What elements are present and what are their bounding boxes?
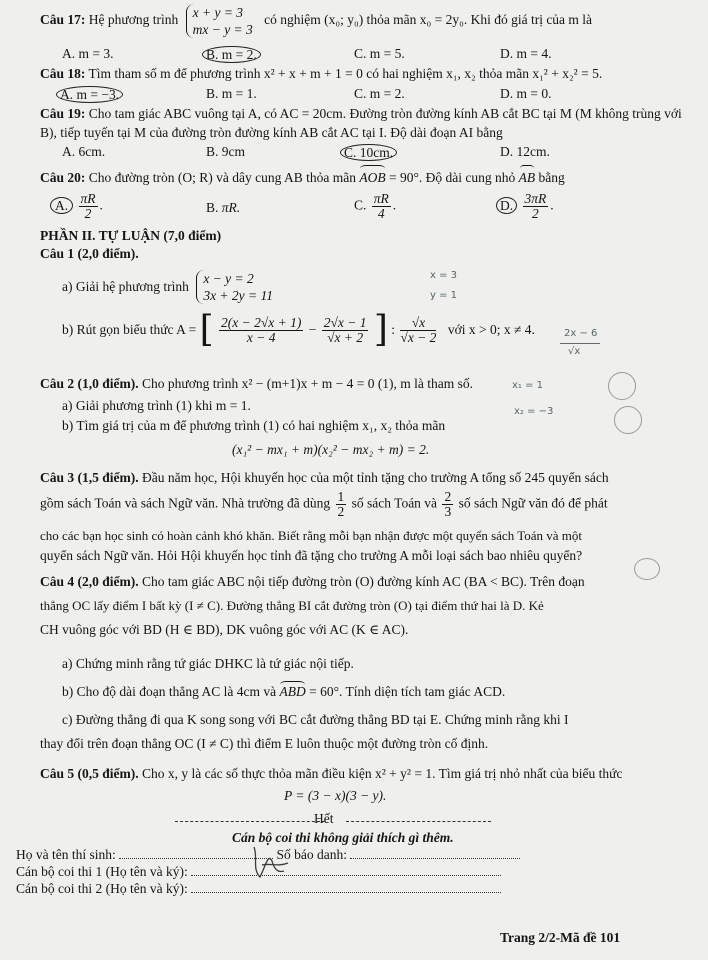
question-label: Câu 20: [40, 170, 86, 185]
question-20 [40, 168, 692, 187]
option-d: D. $\frac{3\pi R}{2}$ . [496, 192, 554, 221]
equation: x + y = 3 [192, 5, 244, 20]
handwritten-note: x = 3 [430, 270, 458, 281]
proctor-1-row: Cán bộ coi thi 1 (Họ tên và ký): [16, 864, 501, 880]
option-a: A. $\frac{\pi R}{2}$ . [50, 192, 103, 221]
question-text: = 90°. Độ dài cung nhỏ [388, 170, 516, 185]
footer-note: Cán bộ coi thi không giải thích gì thêm. [232, 830, 454, 845]
fraction: $\frac{3\pi R}{2}$ [524, 191, 547, 221]
essay-4c-line: thay đổi trên đoạn thẳng OC (I ≠ C) thì điểm E luôn thuộc một đường tròn cố định. [40, 736, 489, 751]
question-text: Cho tam giác ABC vuông tại A, có AC = 20cm. Đường tròn đường kính AB cắt BC tại M (M không trùng với B), tiếp tuyến tại M của đường tròn đường kính AB cắt AC tại I. Độ dài đoạn AI bằng [40, 106, 682, 140]
angle-symbol: ABD [279, 684, 306, 699]
handwritten-note: x₂ = −3 [514, 406, 554, 417]
option-b: B. πR. [206, 200, 241, 215]
divider [346, 821, 491, 822]
essay-3-line: quyển sách Ngữ văn. Hỏi Hội khuyến học tỉnh đã tặng cho trường A mỗi loại sách bao nhiêu quyển? [40, 548, 583, 563]
handwritten-note: 2x − 6 [564, 328, 598, 339]
essay-3-line: cho các bạn học sinh có hoàn cảnh khó khăn. Biết rằng mỗi bạn nhận được một quyển sách Toán và một [40, 528, 583, 543]
essay-question-2: Câu 2 (1,0 điểm). Cho phương trình x² − (m+1)x + m − 4 = 0 (1), m là tham số. [40, 376, 474, 391]
essay-2b: b) Tìm giá trị của m để phương trình (1) có hai nghiệm x₁, x₂ thỏa mãn [62, 418, 446, 433]
option-b: B. 9cm [206, 144, 245, 159]
essay-question-5: Câu 5 (0,5 điểm). Cho x, y là các số thực thỏa mãn điều kiện x² + y² = 1. Tìm giá trị nhỏ nhất của biểu thức [40, 766, 623, 781]
handwritten-stroke [560, 343, 600, 344]
option-c: C. $\frac{\pi R}{4}$ . [354, 191, 397, 221]
selected-answer-mark: A. m = −3. [56, 86, 123, 103]
question-text: có nghiệm (x₀; y₀) thỏa mãn x₀ = 2y₀. Khi đó giá trị của m là [264, 12, 593, 28]
fraction: $\frac{2(x - 2√x + 1)}{x - 4}$ [220, 314, 302, 345]
selected-answer-mark: A. [50, 197, 73, 214]
question-19 [40, 104, 692, 142]
essay-4a: a) Chứng minh rằng tứ giác DHKC là tứ giác nội tiếp. [62, 656, 354, 671]
handwritten-circle [614, 406, 642, 434]
page-number: Trang 2/2-Mã đề 101 [500, 930, 621, 945]
question-label: Câu 19: [40, 106, 86, 121]
arc-symbol: AB [518, 170, 536, 185]
question-text: Hệ phương trình [88, 12, 179, 28]
handwritten-note: √x [568, 346, 581, 357]
question-label: Câu 18: [40, 66, 86, 81]
option-c: C. m = 2. [354, 86, 405, 101]
section-title: PHẦN II. TỰ LUẬN (7,0 điểm) [40, 228, 222, 243]
selected-answer-mark: C. 10cm. [340, 144, 397, 161]
handwritten-circle [608, 372, 636, 400]
handwritten-circle [634, 558, 660, 580]
fraction: $\frac{\pi R}{4}$ [373, 191, 389, 221]
essay-1b: b) Rút gọn biểu thức A = [ $\frac{2(x - 2√x + 1)}{x - 4}$ − $\frac{2√x - 1}{√x + 2}$ ] : $\frac{√x}{√x - 2}$ với x > 0; x ≠ 4. [62, 309, 535, 350]
fraction: $\frac{1}{2}$ [337, 489, 345, 519]
essay-4-line: thẳng OC lấy điểm I bất kỳ (I ≠ C). Đường thẳng BI cắt đường tròn (O) tại điểm thứ hai là D. Kẻ [40, 598, 544, 613]
equation: (x₁² − mx₁ + m)(x₂² − mx₂ + m) = 2. [232, 442, 430, 457]
option-c [340, 144, 397, 161]
essay-4-line: CH vuông góc với BD (H ∈ BD), DK vuông góc với AC (K ∈ AC). [40, 622, 409, 637]
option-a: A. m = 3. [62, 46, 114, 61]
option-b [202, 46, 261, 63]
option-c: C. m = 5. [354, 46, 405, 61]
equation: P = (3 − x)(3 − y). [284, 788, 387, 803]
question-text: Tìm tham số m để phương trình x² + x + m + 1 = 0 có hai nghiệm x₁, x₂ thỏa mãn x₁² + x₂² = 5. [88, 66, 603, 81]
selected-answer-mark: B. m = 2. [202, 46, 261, 63]
essay-question-4: Câu 4 (2,0 điểm). Cho tam giác ABC nội tiếp đường tròn (O) đường kính AC (BA < BC). Trên đoạn [40, 574, 585, 589]
signature-scribble [248, 843, 292, 883]
proctor-2-row: Cán bộ coi thi 2 (Họ tên và ký): [16, 881, 501, 897]
essay-4c: c) Đường thẳng đi qua K song song với BC cắt đường thẳng BD tại E. Chứng minh rằng khi I [62, 712, 569, 727]
equation-system: x − y = 2 3x + 2y = 11 [196, 270, 277, 304]
fraction: $\frac{2}{3}$ [444, 489, 452, 519]
option-d: D. 12cm. [500, 144, 550, 159]
divider [175, 821, 325, 822]
essay-4b: b) Cho độ dài đoạn thẳng AC là 4cm và ABD = 60°. Tính diện tích tam giác ACD. [62, 684, 506, 699]
fraction: $\frac{2√x - 1}{√x + 2}$ [323, 314, 367, 345]
option-a: A. 6cm. [62, 144, 106, 159]
option-d: D. m = 0. [500, 86, 552, 101]
fraction: $\frac{\pi R}{2}$ [80, 191, 96, 221]
essay-question-1-title: Câu 1 (2,0 điểm). [40, 246, 139, 261]
option-b: B. m = 1. [206, 86, 257, 101]
option-d: D. m = 4. [500, 46, 552, 61]
angle-symbol: AOB [359, 170, 386, 185]
question-text: bằng [538, 170, 565, 185]
question-label: Câu 17: [40, 12, 86, 28]
option-a [56, 86, 123, 103]
fraction: $\frac{√x}{√x - 2}$ [400, 314, 437, 345]
essay-2a: a) Giải phương trình (1) khi m = 1. [62, 398, 251, 413]
essay-3-line: gồm sách Toán và sách Ngữ văn. Nhà trường đã dùng $\frac{1}{2}$ số sách Toán và $\frac{2}{3}$ số sách Ngữ văn đó để phát [40, 489, 608, 519]
essay-1a: a) Giải hệ phương trình x − y = 2 3x + 2y = 11 [62, 270, 281, 304]
question-17 [40, 4, 692, 38]
candidate-name-row: Họ và tên thí sinh: Số báo danh: [16, 847, 520, 863]
handwritten-note: x₁ = 1 [512, 380, 544, 391]
equation: mx − y = 3 [192, 22, 253, 37]
end-marker: Hết [314, 811, 334, 826]
question-18 [40, 64, 692, 83]
equation-system [186, 4, 257, 38]
handwritten-note: y = 1 [430, 290, 458, 301]
essay-question-3: Câu 3 (1,5 điểm). Đầu năm học, Hội khuyến học của một tỉnh tặng cho trường A tổng số 245 quyển sách [40, 470, 609, 485]
question-text: Cho đường tròn (O; R) và dây cung AB thỏa mãn [88, 170, 356, 185]
